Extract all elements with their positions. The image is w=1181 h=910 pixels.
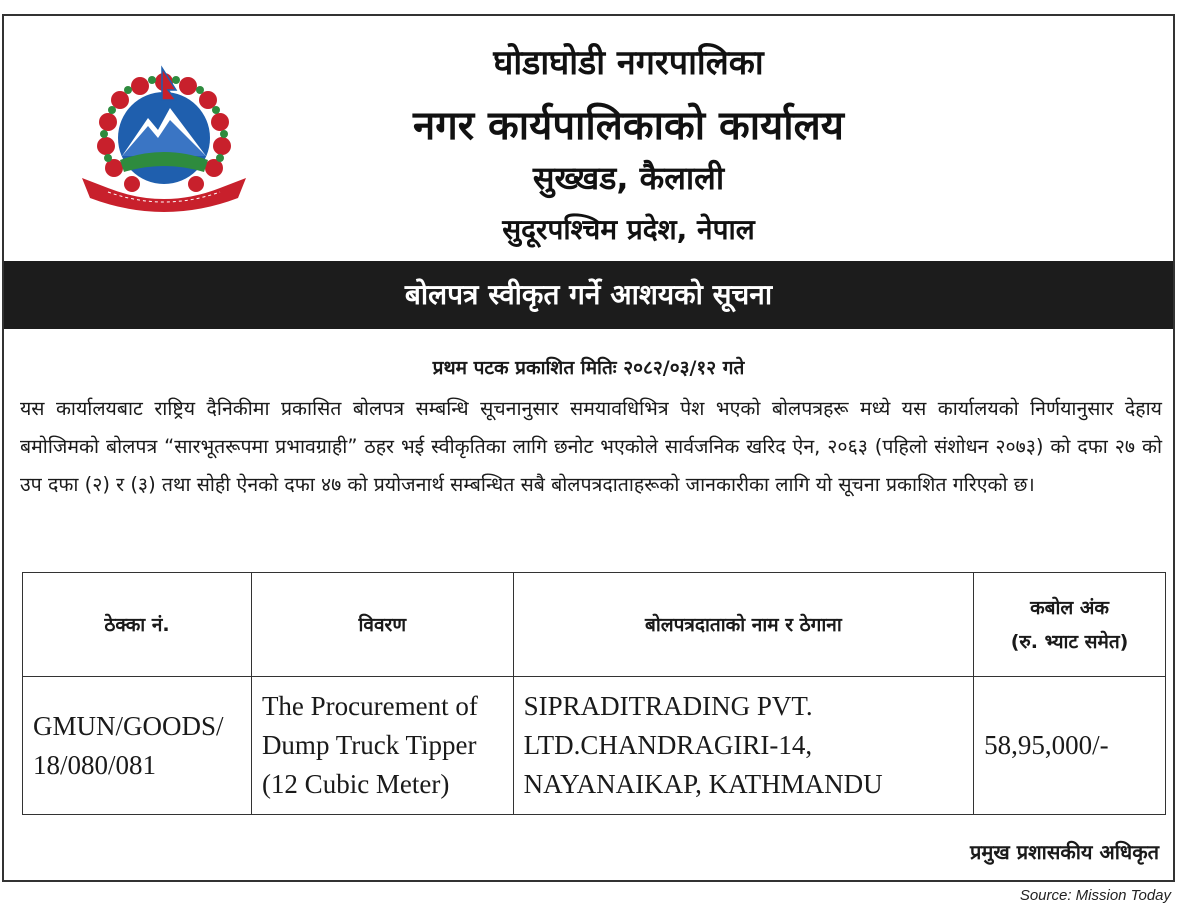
- signature-title: प्रमुख प्रशासकीय अधिकृत: [970, 840, 1159, 864]
- notice-frame: [2, 14, 1175, 882]
- header-contract-no: ठेक्का नं.: [23, 573, 252, 677]
- office-location: सुख्खड, कैलाली: [532, 159, 725, 197]
- cell-bidder: SIPRADITRADING PVT. LTD.CHANDRAGIRI-14, NAYANAIKAP, KATHMANDU: [513, 677, 973, 815]
- notice-body: यस कार्यालयबाट राष्ट्रिय दैनिकीमा प्रकासित बोलपत्र सम्बन्धि सूचनानुसार समयावधिभित्र पेश भएको बोलपत्रहरू मध्ये यस कार्यालयको निर्णयानुसार देहाय बमोजिमको बोलपत्र “सारभूतरूपमा प्रभावग्राही” ठहर भई स्वीकृतिका लागि छनोट भएकोले सार्वजनिक खरिद ऐन, २०६३ (पहिलो संशोधन २०७३) को दफा २७ को उप दफा (२) र (३) तथा सोही ऐनको दफा ४७ को प्रयोजनार्थ सम्बन्धित सबै बोलपत्रदाताहरूको जानकारीका लागि यो सूचना प्रकाशित गरिएको छ।: [20, 397, 1162, 496]
- notice-header: [4, 16, 1173, 261]
- tender-table: [22, 572, 1166, 815]
- header-amount-line2: (रु. भ्याट समेत): [1010, 630, 1129, 653]
- cell-amount: 58,95,000/-: [974, 677, 1166, 815]
- table-row: [23, 677, 1166, 815]
- office-name: नगर कार्यपालिकाको कार्यालय: [413, 103, 844, 149]
- header-amount: [974, 573, 1166, 677]
- cropped-previous-content: [0, 0, 1181, 12]
- cell-description: The Procurement of Dump Truck Tipper (12 Cubic Meter): [251, 677, 513, 815]
- header-description: विवरण: [251, 573, 513, 677]
- province-name: सुदूरपश्चिम प्रदेश, नेपाल: [502, 213, 755, 246]
- header-amount-line1: कबोल अंक: [1030, 596, 1110, 619]
- source-credit: Source: Mission Today: [1019, 887, 1171, 904]
- cell-contract-no: GMUN/GOODS/ 18/080/081: [23, 677, 252, 815]
- table-header-row: [23, 573, 1166, 677]
- published-date: प्रथम पटक प्रकाशित मितिः २०८२/०३/१२ गते: [432, 357, 745, 379]
- municipality-name: घोडाघोडी नगरपालिका: [493, 43, 764, 83]
- notice-title-banner: बोलपत्र स्वीकृत गर्ने आशयको सूचना: [4, 261, 1173, 329]
- header-bidder: बोलपत्रदाताको नाम र ठेगाना: [513, 573, 973, 677]
